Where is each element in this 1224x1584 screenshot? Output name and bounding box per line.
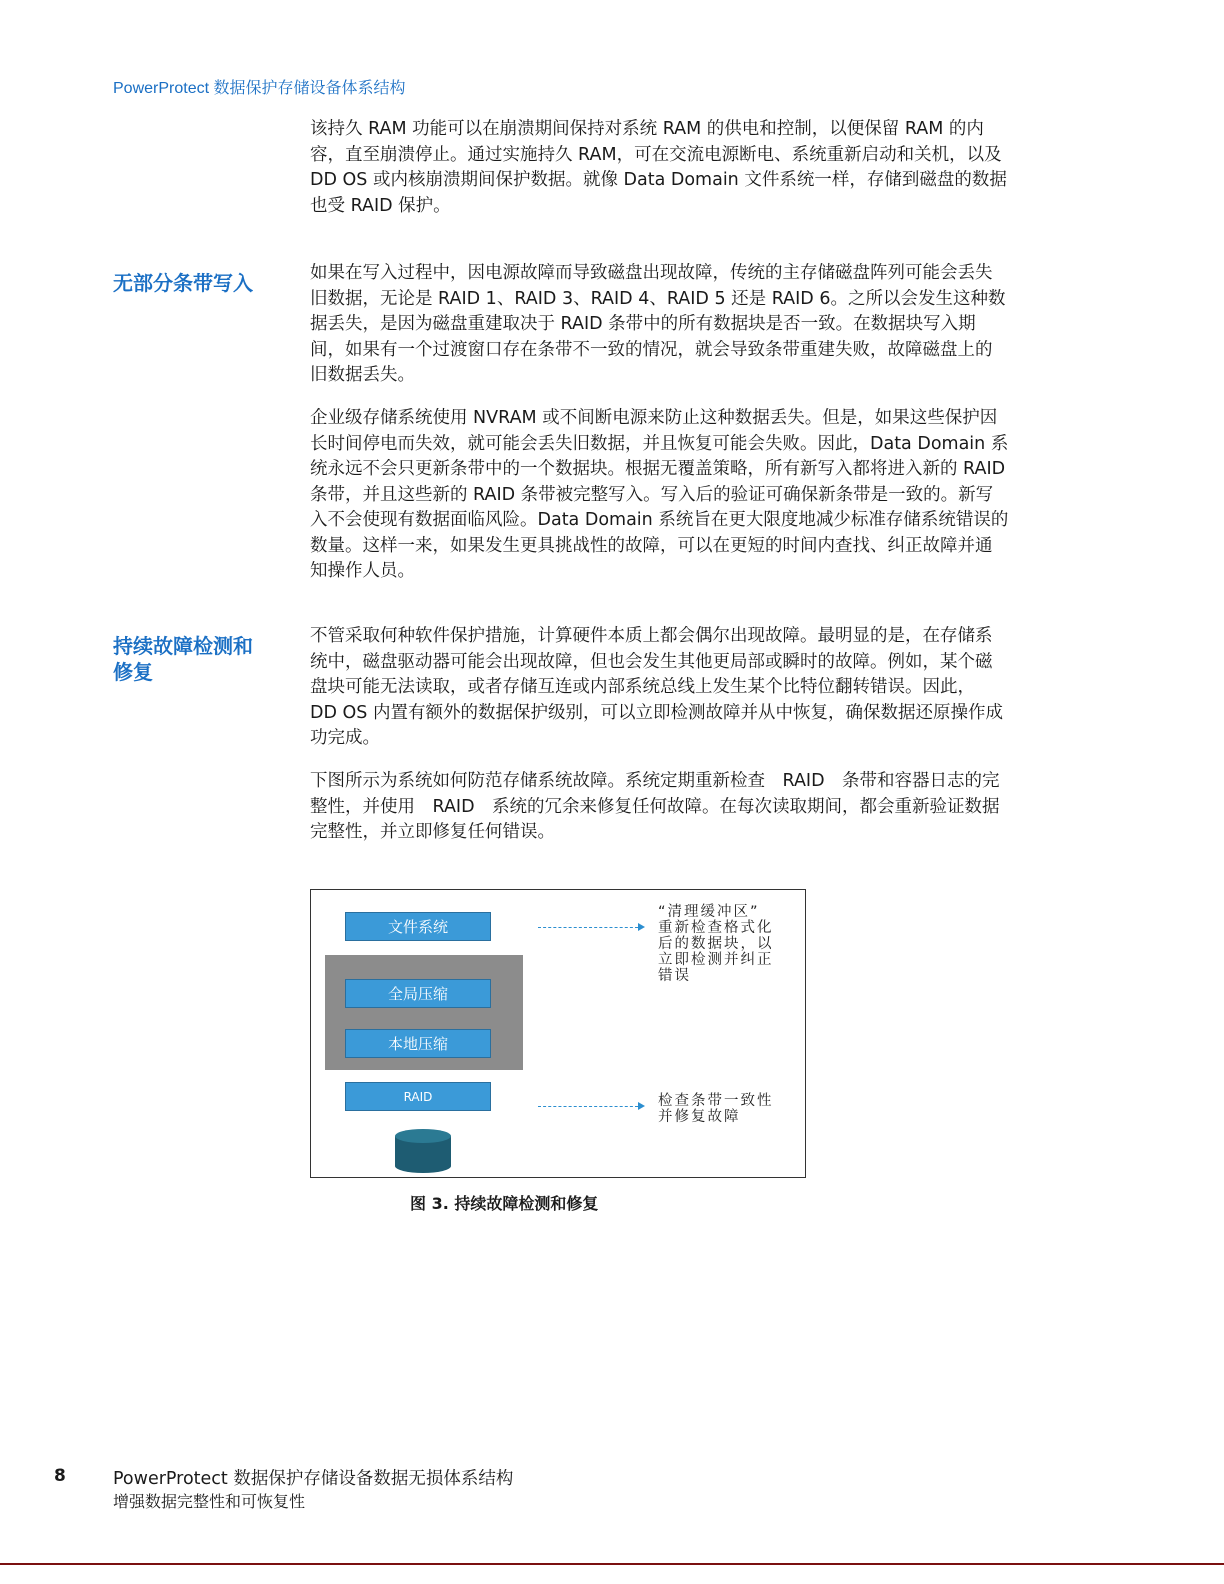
heading-line: 修复 xyxy=(113,660,153,684)
section1-paragraph-1 xyxy=(310,261,1100,389)
text-line: 据丢失，是因为磁盘重建取决于 RAID 条带中的所有数据块是否一致。在数据块写入期 xyxy=(310,314,976,334)
section2-paragraph-1 xyxy=(310,624,1100,752)
footer-title: PowerProtect 数据保护存储设备数据无损体系结构 xyxy=(113,1469,514,1489)
fault-detection-diagram xyxy=(310,889,806,1178)
global-compression-box: 全局压缩 xyxy=(345,979,491,1008)
section-heading-continuous-fault-detection xyxy=(113,633,283,685)
disk-icon xyxy=(393,1128,453,1174)
text-line: 完整性，并立即修复任何错误。 xyxy=(310,822,555,842)
text-line: 长时间停电而失效，就可能会丢失旧数据，并且恢复可能会失败。因此，Data Domain 系 xyxy=(310,433,1009,454)
text-line: 旧数据丢失。 xyxy=(310,365,415,385)
note-line: 立即检测并纠正 xyxy=(658,952,774,968)
local-compression-box: 本地压缩 xyxy=(345,1029,491,1058)
dashed-arrow-bottom xyxy=(538,1106,638,1107)
note-check-stripe xyxy=(658,1093,798,1125)
text-line: 旧数据，无论是 RAID 1、RAID 3、RAID 4、RAID 5 还是 RAID 6。之所以会发生这种数 xyxy=(310,288,1006,309)
text-line: 也受 RAID 保护。 xyxy=(310,195,451,216)
text-line: 不管采取何种软件保护措施，计算硬件本质上都会偶尔出现故障。最明显的是，在存储系 xyxy=(310,626,993,646)
note-line: “清理缓冲区” xyxy=(658,904,760,920)
note-line: 检查条带一致性 xyxy=(658,1093,774,1109)
text-line: 条带，并且这些新的 RAID 条带被完整写入。写入后的验证可确保新条带是一致的。新写 xyxy=(310,484,994,505)
text-line: 知操作人员。 xyxy=(310,561,415,581)
section-heading-no-partial-stripe: 无部分条带写入 xyxy=(113,271,253,295)
text-line: DD OS 或内核崩溃期间保护数据。就像 Data Domain 文件系统一样，存储到磁盘的数据 xyxy=(310,170,1007,190)
heading-line: 持续故障检测和 xyxy=(113,634,253,658)
text-line: 入不会使现有数据面临风险。Data Domain 系统旨在更大限度地减少标准存储系统错误的 xyxy=(310,510,1009,530)
text-line: 统永远不会只更新条带中的一个数据块。根据无覆盖策略，所有新写入都将进入新的 RAID xyxy=(310,459,1006,479)
section2-paragraph-2 xyxy=(310,769,1100,846)
note-line: 错误 xyxy=(658,968,691,984)
text-line: 如果在写入过程中，因电源故障而导致磁盘出现故障，传统的主存储磁盘阵列可能会丢失 xyxy=(310,263,993,283)
text-line: 统中，磁盘驱动器可能会出现故障，但也会发生其他更局部或瞬时的故障。例如，某个磁 xyxy=(310,651,993,672)
figure-caption: 图 3. 持续故障检测和修复 xyxy=(410,1194,599,1213)
intro-paragraph xyxy=(310,117,1100,219)
text-line: DD OS 内置有额外的数据保护级别，可以立即检测故障并从中恢复，确保数据还原操作成 xyxy=(310,702,1003,723)
arrowhead-icon xyxy=(638,1102,645,1110)
text-line: 下图所示为系统如何防范存储系统故障。系统定期重新检查 RAID 条带和容器日志的完 xyxy=(310,771,1000,791)
arrowhead-icon xyxy=(638,923,645,931)
file-system-box: 文件系统 xyxy=(345,912,491,941)
text-line: 整性，并使用 RAID 系统的冗余来修复任何故障。在每次读取期间，都会重新验证数据 xyxy=(310,796,1000,817)
note-line: 并修复故障 xyxy=(658,1109,741,1125)
dashed-arrow-top xyxy=(538,927,638,928)
footer-subtitle: 增强数据完整性和可恢复性 xyxy=(113,1492,306,1511)
text-line: 功完成。 xyxy=(310,728,380,748)
section1-paragraph-2 xyxy=(310,406,1100,585)
raid-box: RAID xyxy=(345,1082,491,1111)
text-line: 企业级存储系统使用 NVRAM 或不间断电源来防止这种数据丢失。但是，如果这些保护因 xyxy=(310,408,998,428)
bottom-divider xyxy=(0,1563,1224,1565)
note-line: 后的数据块，以 xyxy=(658,936,774,952)
text-line: 数量。这样一来，如果发生更具挑战性的故障，可以在更短的时间内查找、纠正故障并通 xyxy=(310,535,993,556)
page-number: 8 xyxy=(54,1466,66,1486)
text-line: 该持久 RAM 功能可以在崩溃期间保持对系统 RAM 的供电和控制，以便保留 RAM 的内 xyxy=(310,119,984,139)
note-clean-buffer xyxy=(658,904,798,984)
running-header: PowerProtect 数据保护存储设备体系结构 xyxy=(113,80,406,97)
note-line: 重新检查格式化 xyxy=(658,920,774,936)
text-line: 容，直至崩溃停止。通过实施持久 RAM，可在交流电源断电、系统重新启动和关机，以及 xyxy=(310,144,1002,165)
text-line: 间，如果有一个过渡窗口存在条带不一致的情况，就会导致条带重建失败，故障磁盘上的 xyxy=(310,339,993,360)
text-line: 盘块可能无法读取，或者存储互连或内部系统总线上发生某个比特位翻转错误。因此， xyxy=(310,677,975,697)
